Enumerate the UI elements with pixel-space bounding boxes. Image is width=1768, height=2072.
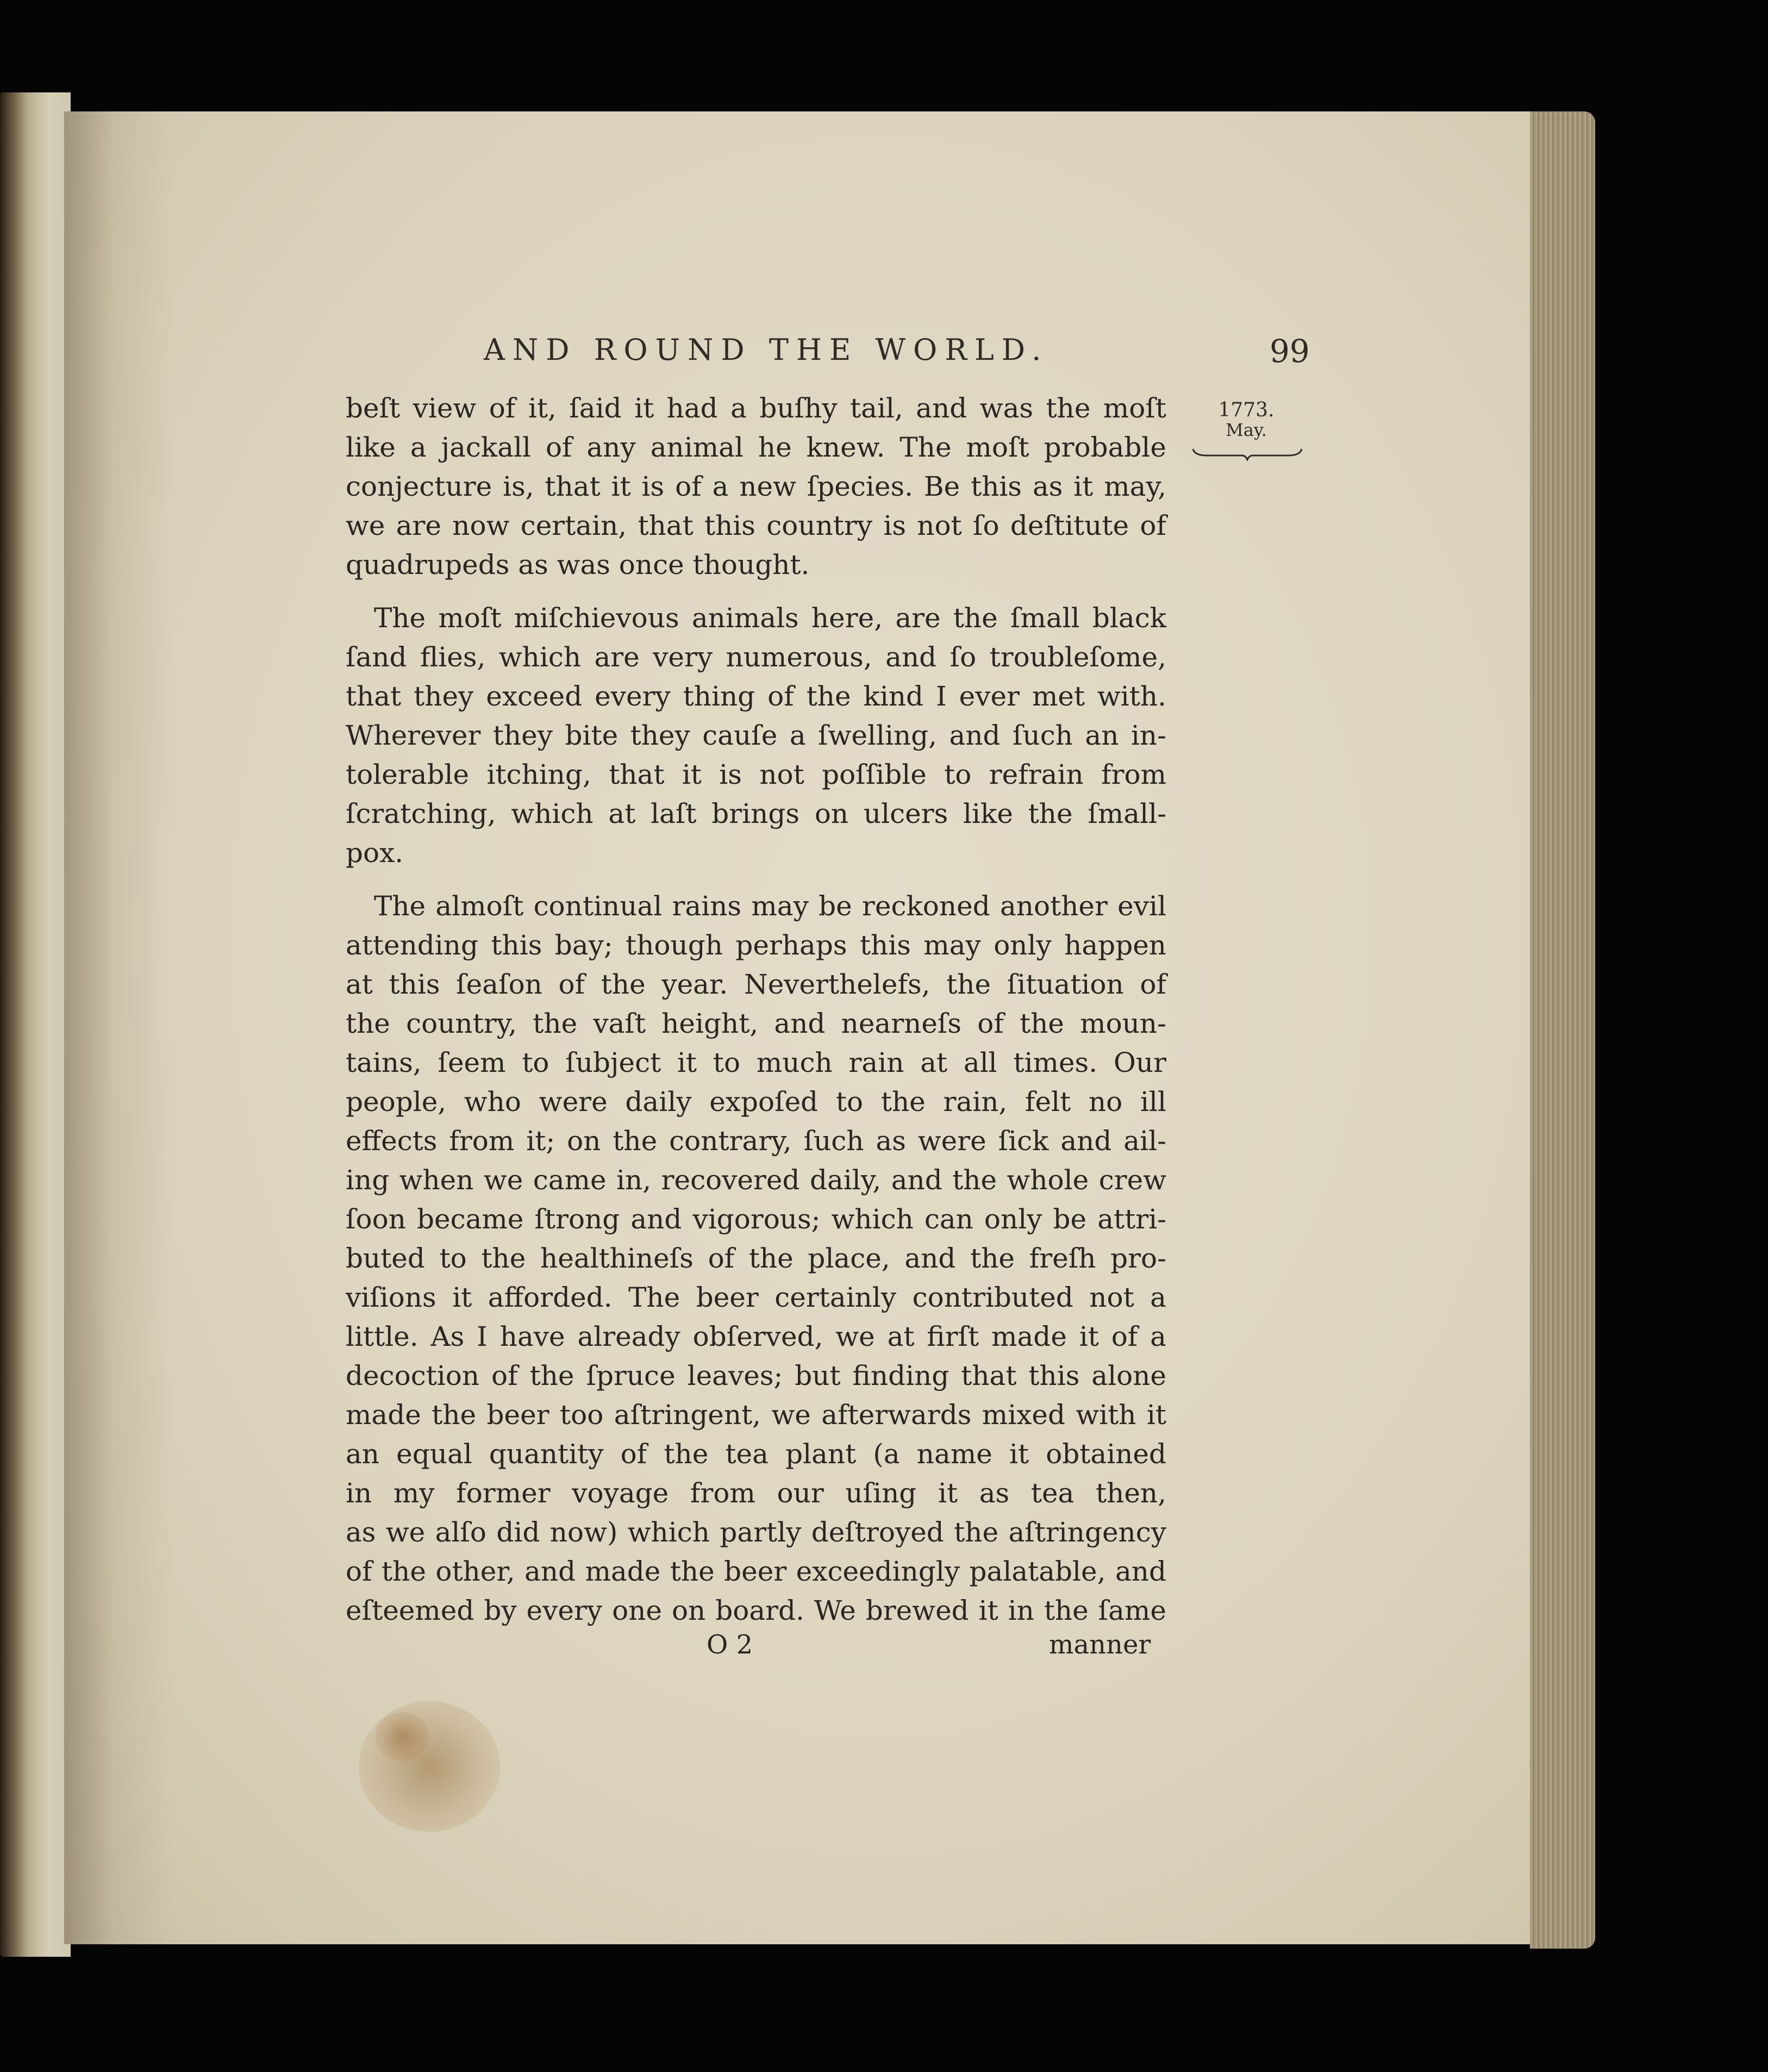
gutter-shadow bbox=[64, 111, 173, 1944]
text-line: eſteemed by every one on board. We brewed it in the ſame bbox=[346, 1595, 1166, 1626]
text-line: The moſt miſchievous animals here, are the ſmall black bbox=[374, 602, 1166, 634]
text-line: as we alſo did now) which partly deſtroyed the aſtringency bbox=[346, 1516, 1166, 1548]
text-line: at this ſeaſon of the year. Neverthelefs, the ſituation of bbox=[346, 969, 1166, 1000]
text-line: of the other, and made the beer exceedingly palatable, and bbox=[346, 1556, 1166, 1587]
foxing-stain bbox=[359, 1701, 500, 1832]
text-line: that they exceed every thing of the kind I ever met with. bbox=[346, 681, 1166, 712]
catchword: manner bbox=[1049, 1630, 1151, 1660]
running-head: AND ROUND THE WORLD. bbox=[484, 333, 1049, 367]
text-line: like a jackall of any animal he knew. The moſt probable bbox=[346, 432, 1166, 463]
text-line: pox. bbox=[346, 837, 404, 869]
text-line: ſcratching, which at laſt brings on ulcers like the ſmall- bbox=[346, 798, 1166, 829]
text-line: quadrupeds as was once thought. bbox=[346, 549, 810, 581]
text-line: buted to the healthineſs of the place, and the freſh pro- bbox=[346, 1243, 1166, 1274]
signature-mark: O 2 bbox=[707, 1630, 753, 1660]
text-line: beſt view of it, ſaid it had a buſhy tail, and was the moſt bbox=[346, 392, 1166, 424]
left-page-edge bbox=[0, 92, 71, 1957]
text-line: an equal quantity of the tea plant (a name it obtained bbox=[346, 1438, 1166, 1470]
text-line: in my former voyage from our uſing it as tea then, bbox=[346, 1477, 1166, 1509]
text-line: ing when we came in, recovered daily, and the whole crew bbox=[346, 1164, 1166, 1196]
text-line: little. As I have already obſerved, we at firſt made it of a bbox=[346, 1321, 1166, 1352]
text-line: people, who were daily expoſed to the rain, felt no ill bbox=[346, 1086, 1166, 1118]
margin-note-year: 1773. bbox=[1218, 399, 1275, 421]
text-line: we are now certain, that this country is not ſo deſtitute of bbox=[346, 510, 1166, 541]
page-number: 99 bbox=[1270, 333, 1310, 370]
text-line: viſions it afforded. The beer certainly contributed not a bbox=[346, 1282, 1166, 1313]
text-line: The almoſt continual rains may be reckoned another evil bbox=[374, 890, 1166, 922]
margin-note-month: May. bbox=[1226, 420, 1267, 440]
text-line: the country, the vaſt height, and nearneſs of the moun- bbox=[346, 1008, 1166, 1039]
text-line: attending this bay; though perhaps this may only happen bbox=[346, 929, 1166, 961]
text-line: ſand flies, which are very numerous, and ſo troubleſome, bbox=[346, 641, 1166, 673]
text-line: effects from it; on the contrary, ſuch as were ſick and ail- bbox=[346, 1125, 1166, 1157]
foxing-stain-small bbox=[375, 1712, 429, 1761]
page-fore-edge bbox=[1530, 111, 1595, 1949]
text-line: tains, ſeem to ſubject it to much rain at all times. Our bbox=[346, 1047, 1166, 1078]
text-line: tolerable itching, that it is not poſſible to refrain from bbox=[346, 759, 1166, 790]
margin-brace-icon bbox=[1190, 445, 1304, 461]
text-line: conjecture is, that it is of a new ſpecies. Be this as it may, bbox=[346, 471, 1166, 502]
text-line: ſoon became ſtrong and vigorous; which can only be attri- bbox=[346, 1203, 1166, 1235]
text-line: Wherever they bite they cauſe a ſwelling, and ſuch an in- bbox=[346, 720, 1166, 751]
text-line: made the beer too aſtringent, we afterwards mixed with it bbox=[346, 1399, 1166, 1431]
text-line: decoction of the ſpruce leaves; but finding that this alone bbox=[346, 1360, 1166, 1391]
